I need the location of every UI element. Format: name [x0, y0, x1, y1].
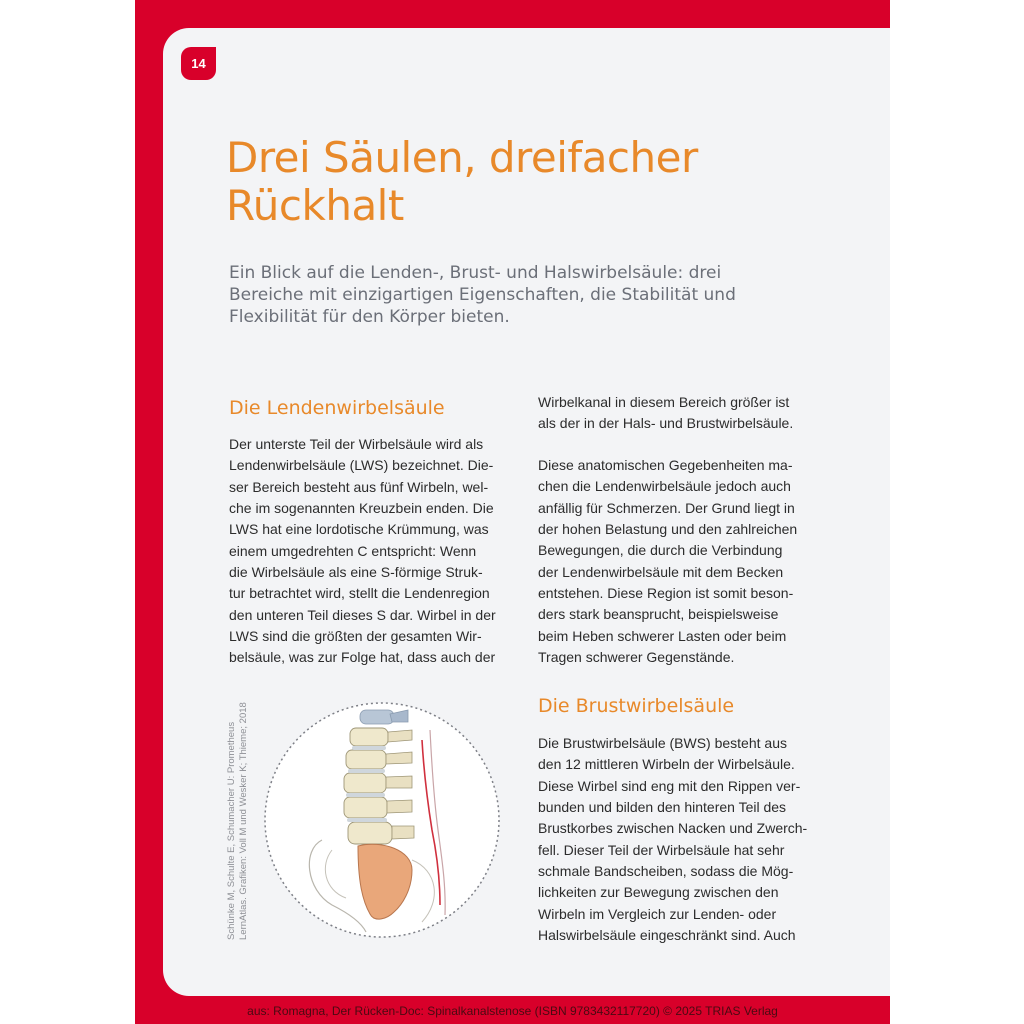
left-column-text: Der unterste Teil der Wirbelsäule wird als Lendenwirbelsäule (LWS) bezeichnet. Die- ser Bereich besteht aus fünf Wirbeln, wel- che im sogenannten Kreuzbein enden. Die LWS hat eine lordotische Krümmung, was einem umgedrehten C entspricht: Wenn die Wirbelsäule als eine S-förmige Struk- tur betrachtet wird, stellt die Lendenregion den unteren Teil dieses S dar. Wirbel in der LWS sind die größten der gesamten Wir- belsäule, was zur Folge hat, dass auch der [229, 436, 496, 666]
intro-text: Ein Blick auf die Lenden-, Brust- und Halswirbelsäule: drei Bereiche mit einzigartigen Eigenschaften, die Stabilität und Flexibilität für den Körper bieten. [229, 263, 736, 327]
right-column-text-2: Diese anatomischen Gegebenheiten ma- chen die Lendenwirbelsäule jedoch auch anfällig für Schmerzen. Der Grund liegt in der hohen Belastung und den zahlreichen Bewegungen, die durch die Verbindung der Lendenwirbelsäule mit dem Becken entstehen. Diese Region ist somit beson- ders stark beansprucht, beispielsweise beim Heben schwerer Lasten oder beim Tragen schwerer Gegenstände. [538, 457, 798, 666]
section-heading-lendenwirbelsaeule: Die Lendenwirbelsäule [229, 397, 445, 419]
page-number-badge: 14 [181, 47, 216, 80]
footer-citation: aus: Romagna, Der Rücken-Doc: Spinalkanalstenose (ISBN 9783432117720) © 2025 TRIAS Verlag [247, 1004, 778, 1018]
right-column-text-1: Wirbelkanal in diesem Bereich größer ist als der in der Hals- und Brustwirbelsäule. [538, 394, 794, 432]
figure-credit: Schünke M, Schulte E, Schumacher U: Prometheus LernAtlas. Grafiken: Voll M und Wesker K; Thieme; 2018 [226, 702, 249, 940]
page-title: Drei Säulen, dreifacher Rückhalt [226, 133, 698, 230]
lumbar-spine-illustration [262, 700, 502, 940]
section-heading-brustwirbelsaeule: Die Brustwirbelsäule [538, 695, 735, 717]
right-column-text-3: Die Brustwirbelsäule (BWS) besteht aus den 12 mittleren Wirbeln der Wirbelsäule. Diese Wirbel sind eng mit den Rippen ver- bunden und bilden den hinteren Teil des Brustkorbes zwischen Nacken und Zwerch- fell. Dieser Teil der Wirbelsäule hat sehr schmale Bandscheiben, sodass die Mög- lichkeiten zur Bewegung zwischen den Wirbeln im Vergleich zur Lenden- oder Halswirbelsäule eingeschränkt sind. Auch [538, 735, 808, 944]
